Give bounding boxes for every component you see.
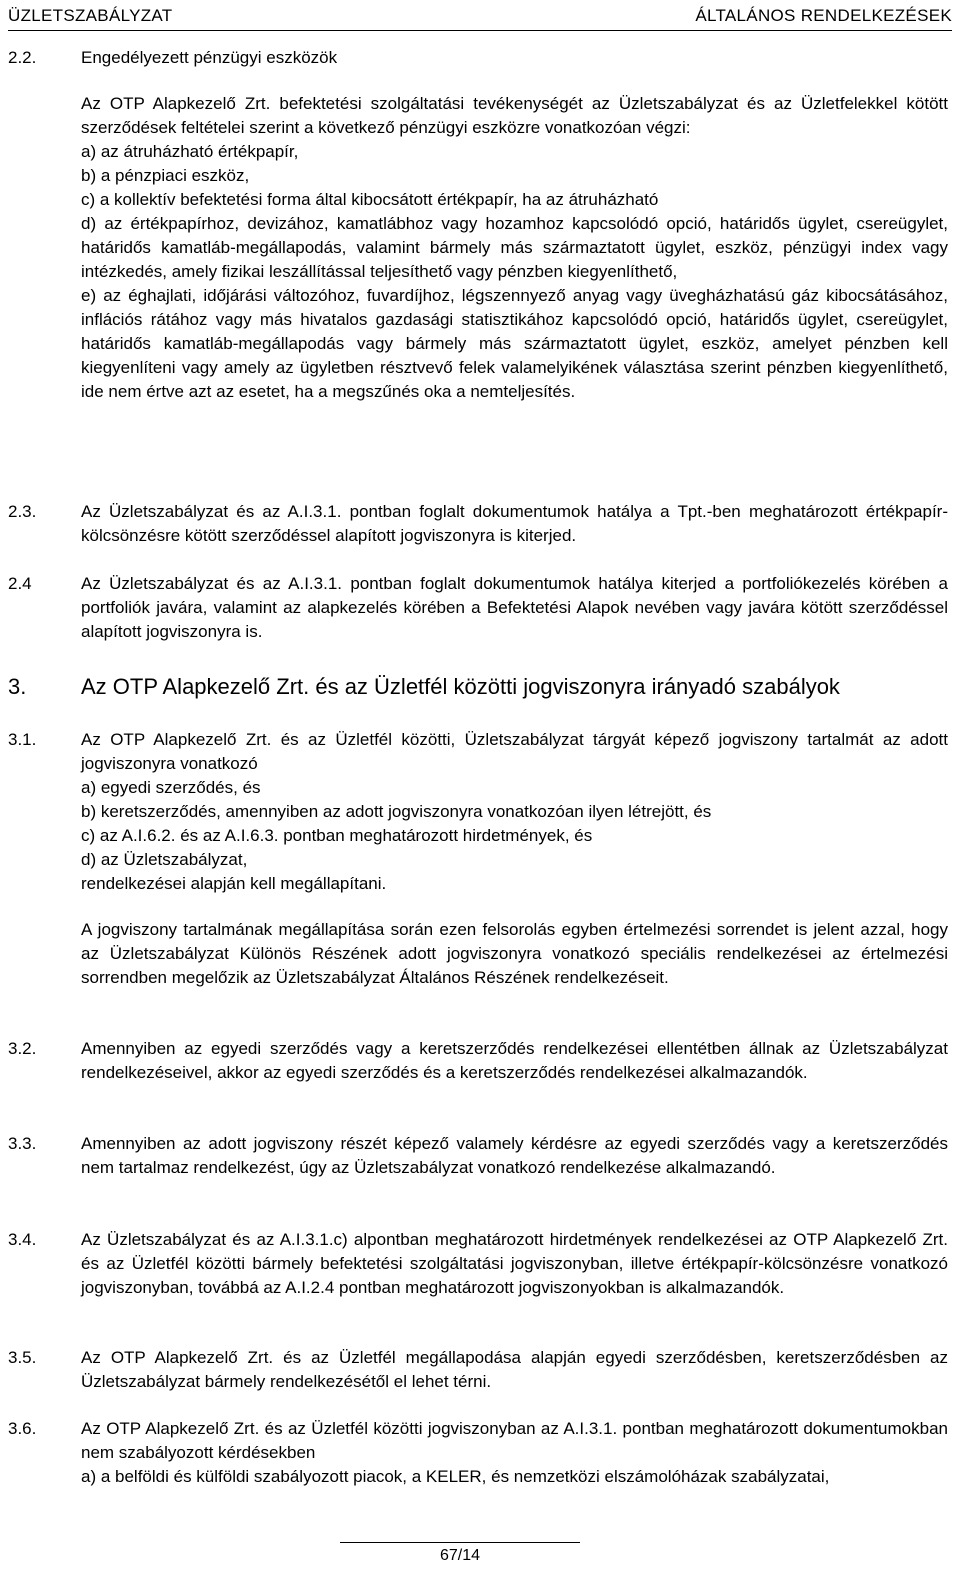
section-2-4	[8, 572, 948, 644]
section-number: 3.2.	[8, 1039, 37, 1058]
list-item: d) az értékpapírhoz, devizához, kamatlábhoz vagy hozamhoz kapcsolódó opció, határidős ügylet, csereügylet, határidős kamatláb-megállapodás, valamint bármely más származtatott ügylet, eszköz, pénzügyi index vagy intézkedés, amely fizikai leszállítással teljesíthető vagy pénzben kiegyenlíthető,	[81, 214, 948, 281]
section-intro: Az OTP Alapkezelő Zrt. befektetési szolgáltatási tevékenységét az Üzletszabályzat és az Üzletfelekkel kötött szerződések feltételei szerint a következő pénzügyi eszközre vonatkozóan végzi:	[81, 94, 948, 137]
list-item: c) a kollektív befektetési forma által kibocsátott értékpapír, ha az átruházható	[81, 190, 659, 209]
section-2-2	[8, 46, 948, 404]
section-paragraph: A jogviszony tartalmának megállapítása során ezen felsorolás egyben értelmezési sorrendet is jelent azzal, hogy az Üzletszabályzat Különös Részének adott jogviszonyra vonatkozó speciális rendelkezései az értelmezési sorrendben megelőzik az Üzletszabályzat Általános Részének rendelkezéseit.	[81, 920, 948, 987]
section-3-4	[8, 1228, 948, 1300]
section-number: 3.1.	[8, 730, 37, 749]
section-number: 3.4.	[8, 1230, 37, 1249]
section-title: Az OTP Alapkezelő Zrt. és az Üzletfél közötti jogviszonyra irányadó szabályok	[81, 674, 840, 699]
list-item: rendelkezései alapján kell megállapítani.	[81, 874, 387, 893]
section-number: 2.3.	[8, 502, 37, 521]
section-3-5	[8, 1346, 948, 1394]
list-item: b) keretszerződés, amennyiben az adott jogviszonyra vonatkozóan ilyen létrejött, és	[81, 802, 712, 821]
section-2-3	[8, 500, 948, 548]
section-text: Az OTP Alapkezelő Zrt. és az Üzletfél megállapodása alapján egyedi szerződésben, keretszerződésben az Üzletszabályzat bármely rendelkezésétől el lehet térni.	[81, 1348, 948, 1391]
section-number: 3.3.	[8, 1134, 37, 1153]
section-3-2	[8, 1037, 948, 1085]
list-item: a) az átruházható értékpapír,	[81, 142, 299, 161]
section-number: 2.2.	[8, 48, 37, 67]
section-3-6	[8, 1417, 948, 1489]
section-number: 3.6.	[8, 1419, 37, 1438]
header-right: ÁLTALÁNOS RENDELKEZÉSEK	[695, 6, 952, 25]
section-intro: Az OTP Alapkezelő Zrt. és az Üzletfél közötti jogviszonyban az A.I.3.1. pontban meghatározott dokumentumokban nem szabályozott kérdésekben	[81, 1419, 948, 1462]
section-number: 2.4	[8, 574, 32, 593]
list-item: e) az éghajlati, időjárási változóhoz, fuvardíjhoz, légszennyező anyag vagy üvegházhatású gáz kibocsátásához, inflációs rátához vagy más hivatalos gazdasági statisztikához kapcsolódó opció, határidős ügylet, csereügylet, határidős kamatláb-megállapodás vagy bármely más származtatott ügylet, eszköz, amelyet pénzben kell kiegyenlíteni vagy amely az ügyletben résztvevő felek valamelyikének választása szerint pénzben kiegyenlíthető, ide nem értve azt az esetet, ha a megszűnés oka a nemteljesítés.	[81, 286, 948, 401]
section-text: Amennyiben az adott jogviszony részét képező valamely kérdésre az egyedi szerződés vagy a keretszerződés nem tartalmaz rendelkezést, úgy az Üzletszabályzat vonatkozó rendelkezése alkalmazandó.	[81, 1134, 948, 1177]
section-3-3	[8, 1132, 948, 1180]
section-number: 3.	[8, 674, 27, 699]
list-item: d) az Üzletszabályzat,	[81, 850, 248, 869]
list-item: a) a belföldi és külföldi szabályozott piacok, a KELER, és nemzetközi elszámolóházak szabályzatai,	[81, 1467, 830, 1486]
section-text: Az Üzletszabályzat és az A.I.3.1. pontban foglalt dokumentumok hatálya kiterjed a portfoliókezelés körében a portfoliók javára, valamint az alapkezelés körében a Befektetési Alapok nevében vagy javára kötött szerződéssel alapított jogviszonyra is.	[81, 574, 948, 641]
list-item: a) egyedi szerződés, és	[81, 778, 261, 797]
section-3-1	[8, 728, 948, 990]
section-3	[8, 672, 948, 702]
section-number: 3.5.	[8, 1348, 37, 1367]
list-item: c) az A.I.6.2. és az A.I.6.3. pontban meghatározott hirdetmények, és	[81, 826, 593, 845]
section-text: Az Üzletszabályzat és az A.I.3.1. pontban foglalt dokumentumok hatálya a Tpt.-ben meghatározott értékpapír-kölcsönzésre kötött szerződéssel alapított jogviszonyra is kiterjed.	[81, 502, 948, 545]
header-left: ÜZLETSZABÁLYZAT	[8, 6, 173, 25]
list-item: b) a pénzpiaci eszköz,	[81, 166, 250, 185]
section-text: Amennyiben az egyedi szerződés vagy a keretszerződés rendelkezései ellentétben állnak az Üzletszabályzat rendelkezéseivel, akkor az egyedi szerződés és a keretszerződés rendelkezései alkalmazandók.	[81, 1039, 948, 1082]
page-number: 67/14	[340, 1542, 580, 1565]
section-text: Az Üzletszabályzat és az A.I.3.1.c) alpontban meghatározott hirdetmények rendelkezései az OTP Alapkezelő Zrt. és az Üzletfél közötti bármely befektetési szolgáltatási jogviszonyban, illetve értékpapír-kölcsönzésre vonatkozó jogviszonyban, továbbá az A.I.2.4 pontban meghatározott jogviszonyokban is alkalmazandók.	[81, 1230, 948, 1297]
section-intro: Az OTP Alapkezelő Zrt. és az Üzletfél közötti, Üzletszabályzat tárgyát képező jogviszony tartalmát az adott jogviszonyra vonatkozó	[81, 730, 948, 773]
section-title: Engedélyezett pénzügyi eszközök	[81, 48, 338, 67]
page-header	[8, 4, 952, 31]
